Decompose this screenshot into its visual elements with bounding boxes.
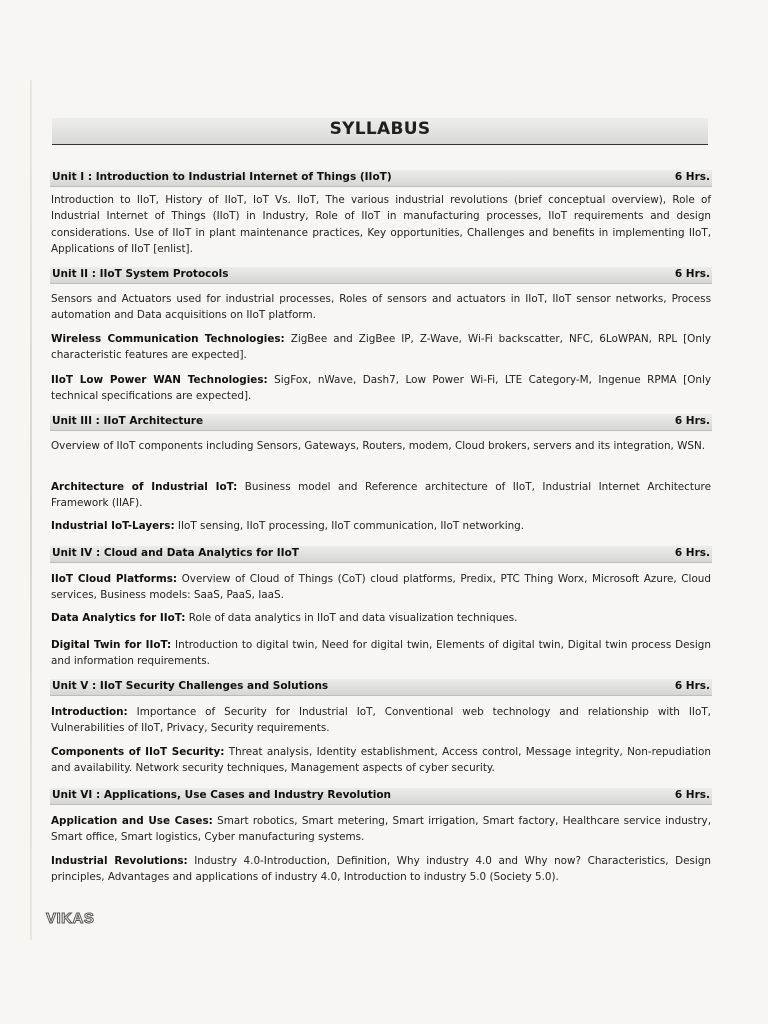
- unit-header-2: [50, 267, 712, 284]
- unit-title: Unit I : Introduction to Industrial Internet of Things (IIoT): [52, 171, 392, 183]
- unit-6-paragraph-1: Application and Use Cases: Smart robotics, Smart metering, Smart irrigation, Smart factory, Healthcare service industry, Smart office, Smart logistics, Cyber manufacturing systems.: [51, 815, 711, 844]
- unit-4-paragraph-2: Data Analytics for IIoT: Role of data analytics in IIoT and data visualization techniques.: [51, 612, 518, 624]
- unit-4-paragraph-1: IIoT Cloud Platforms: Overview of Cloud of Things (CoT) cloud platforms, Predix, PTC Thing Worx, Microsoft Azure, Cloud services, Business models: SaaS, PaaS, IaaS.: [51, 573, 711, 602]
- unit-hours: 6 Hrs.: [674, 547, 710, 559]
- unit-title: Unit II : IIoT System Protocols: [52, 268, 229, 280]
- unit-title: Unit VI : Applications, Use Cases and Industry Revolution: [52, 789, 392, 801]
- unit-2-paragraph-2: Wireless Communication Technologies: ZigBee and ZigBee IP, Z-Wave, Wi-Fi backscatter, NFC, 6LoWPAN, RPL [Only characteristic features are expected].: [51, 333, 711, 362]
- unit-hours: 6 Hrs.: [674, 415, 710, 427]
- unit-header-3: [50, 414, 712, 431]
- unit-5-paragraph-1: Introduction: Importance of Security for Industrial IoT, Conventional web technology and relationship with IIoT, Vulnerabilities of IIoT, Privacy, Security requirements.: [51, 706, 711, 735]
- unit-5-paragraph-2: Components of IIoT Security: Threat analysis, Identity establishment, Access control, Message integrity, Non-repudiation and availability. Network security techniques, Management aspects of cyber security.: [51, 746, 711, 775]
- title-bar: [52, 118, 708, 145]
- unit-hours: 6 Hrs.: [674, 171, 710, 183]
- unit-2-paragraph-1: Sensors and Actuators used for industrial processes, Roles of sensors and actuators in IIoT, IIoT sensor networks, Process automation and Data acquisitions on IIoT platform.: [51, 293, 711, 322]
- unit-header-1: [50, 170, 712, 187]
- unit-header-5: [50, 679, 712, 696]
- unit-3-paragraph-2: Architecture of Industrial IoT: Business model and Reference architecture of IIoT, Industrial Internet Architecture Framework (IIAF).: [51, 481, 711, 510]
- unit-hours: 6 Hrs.: [674, 268, 710, 280]
- unit-3-paragraph-1: Overview of IIoT components including Sensors, Gateways, Routers, modem, Cloud brokers, servers and its integration, WSN.: [51, 440, 706, 452]
- unit-4-paragraph-3: Digital Twin for IIoT: Introduction to digital twin, Need for digital twin, Elements of digital twin, Digital twin process Design and information requirements.: [51, 639, 711, 668]
- unit-title: Unit III : IIoT Architecture: [52, 415, 204, 427]
- unit-2-paragraph-3: IIoT Low Power WAN Technologies: SigFox, nWave, Dash7, Low Power Wi-Fi, LTE Category-M, Ingenue RPMA [Only technical specifications are expected].: [51, 374, 712, 403]
- unit-header-6: [50, 788, 712, 805]
- unit-3-paragraph-3: Industrial IoT-Layers: IIoT sensing, IIoT processing, IIoT communication, IIoT networking.: [51, 520, 525, 532]
- page-edge-shadow: [30, 80, 32, 940]
- unit-1-paragraph-1: Introduction to IIoT, History of IIoT, IoT Vs. IIoT, The various industrial revolutions (brief conceptual overview), Role of Industrial Internet of Things (IIoT) in Industry, Role of IIoT in manufacturing processes, IIoT requirements and design considerations. Use of IIoT in plant maintenance practices, Key opportunities, Challenges and benefits in implementing IIoT, Applications of IIoT [enlist].: [51, 194, 711, 255]
- unit-header-4: [50, 546, 712, 563]
- unit-title: Unit V : IIoT Security Challenges and Solutions: [52, 680, 329, 692]
- publisher-logo: VIKAS: [46, 910, 95, 927]
- unit-6-paragraph-2: Industrial Revolutions: Industry 4.0-Introduction, Definition, Why industry 4.0 and Why now? Characteristics, Design principles, Advantages and applications of industry 4.0, Introduction to industry 5.0 (Society 5.0).: [51, 855, 711, 884]
- unit-title: Unit IV : Cloud and Data Analytics for IIoT: [52, 547, 299, 559]
- unit-hours: 6 Hrs.: [674, 680, 710, 692]
- unit-hours: 6 Hrs.: [674, 789, 710, 801]
- page-title: SYLLABUS: [329, 119, 431, 139]
